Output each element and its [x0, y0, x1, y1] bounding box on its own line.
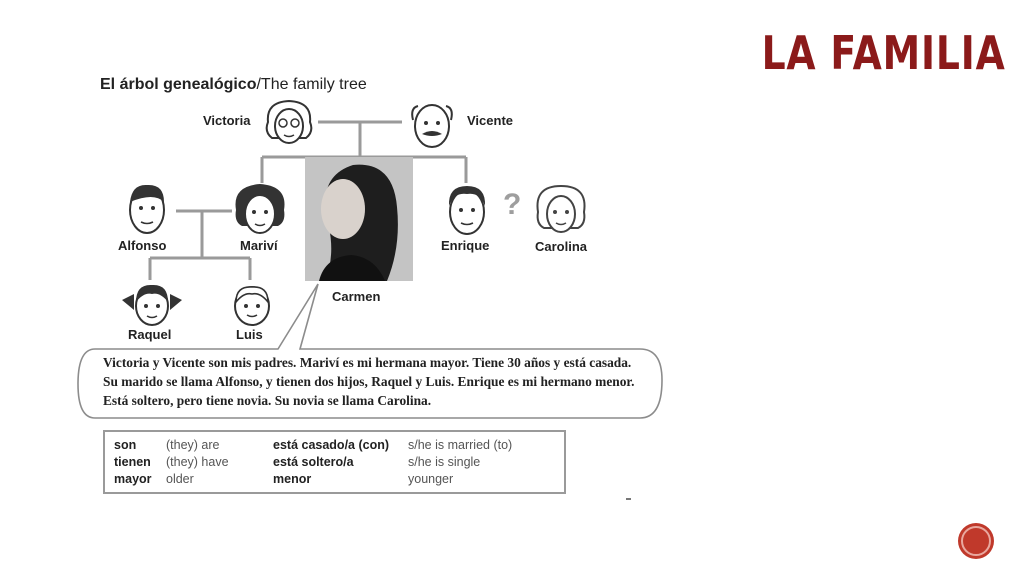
vocab-term: tienen: [114, 455, 151, 469]
grandfather-face-icon: [404, 98, 460, 150]
name-victoria: Victoria: [203, 113, 251, 128]
vocab-term: mayor: [114, 472, 152, 486]
vocab-gloss: s/he is single: [408, 455, 481, 469]
grandmother-face-icon: [262, 98, 316, 148]
vocab-term: está casado/a (con): [273, 438, 390, 452]
vocab-gloss: (they) are: [166, 438, 220, 452]
vocabulary-table: [103, 430, 566, 494]
name-enrique: Enrique: [441, 238, 490, 253]
name-carolina: Carolina: [535, 239, 588, 254]
man-face-icon: [120, 178, 174, 238]
heading-bold: El árbol genealógico: [100, 76, 257, 93]
vocab-gloss: s/he is married (to): [408, 438, 513, 452]
name-marivi: Mariví: [240, 238, 278, 253]
girl-pigtails-face-icon: [120, 280, 184, 328]
name-carmen: Carmen: [332, 289, 381, 304]
name-raquel: Raquel: [128, 327, 172, 342]
carmen-photo: [305, 157, 413, 281]
woman-face-icon: [532, 182, 590, 238]
vocab-term: menor: [273, 472, 312, 486]
name-alfonso: Alfonso: [118, 238, 167, 253]
heading-rest: /The family tree: [256, 76, 367, 93]
name-vicente: Vicente: [467, 113, 514, 128]
vocab-term: está soltero/a: [273, 455, 354, 469]
vocab-gloss: (they) have: [166, 455, 229, 469]
question-mark: ?: [503, 188, 522, 221]
woman-curly-hair-face-icon: [230, 180, 290, 238]
vocab-gloss: younger: [408, 472, 454, 486]
name-luis: Luis: [236, 327, 263, 342]
young-man-face-icon: [440, 180, 494, 238]
slide-title: LA FAMILIA: [761, 26, 1006, 80]
vocab-term: son: [114, 438, 137, 452]
vocab-gloss: older: [166, 472, 194, 486]
speech-text: Victoria y Vicente son mis padres. Mariví es mi hermana mayor. Tiene 30 años y está casada. Su marido se llama Alfonso, y tienen dos hijos, Raquel y Luis. Enrique es mi hermano menor. Está soltero, pero tiene novia. Su novia se llama Carolina.: [103, 355, 635, 408]
slide-nav-button[interactable]: [958, 523, 994, 559]
boy-face-icon: [226, 282, 278, 328]
woman-portrait-icon: [305, 157, 413, 281]
scan-mark: [626, 498, 631, 500]
